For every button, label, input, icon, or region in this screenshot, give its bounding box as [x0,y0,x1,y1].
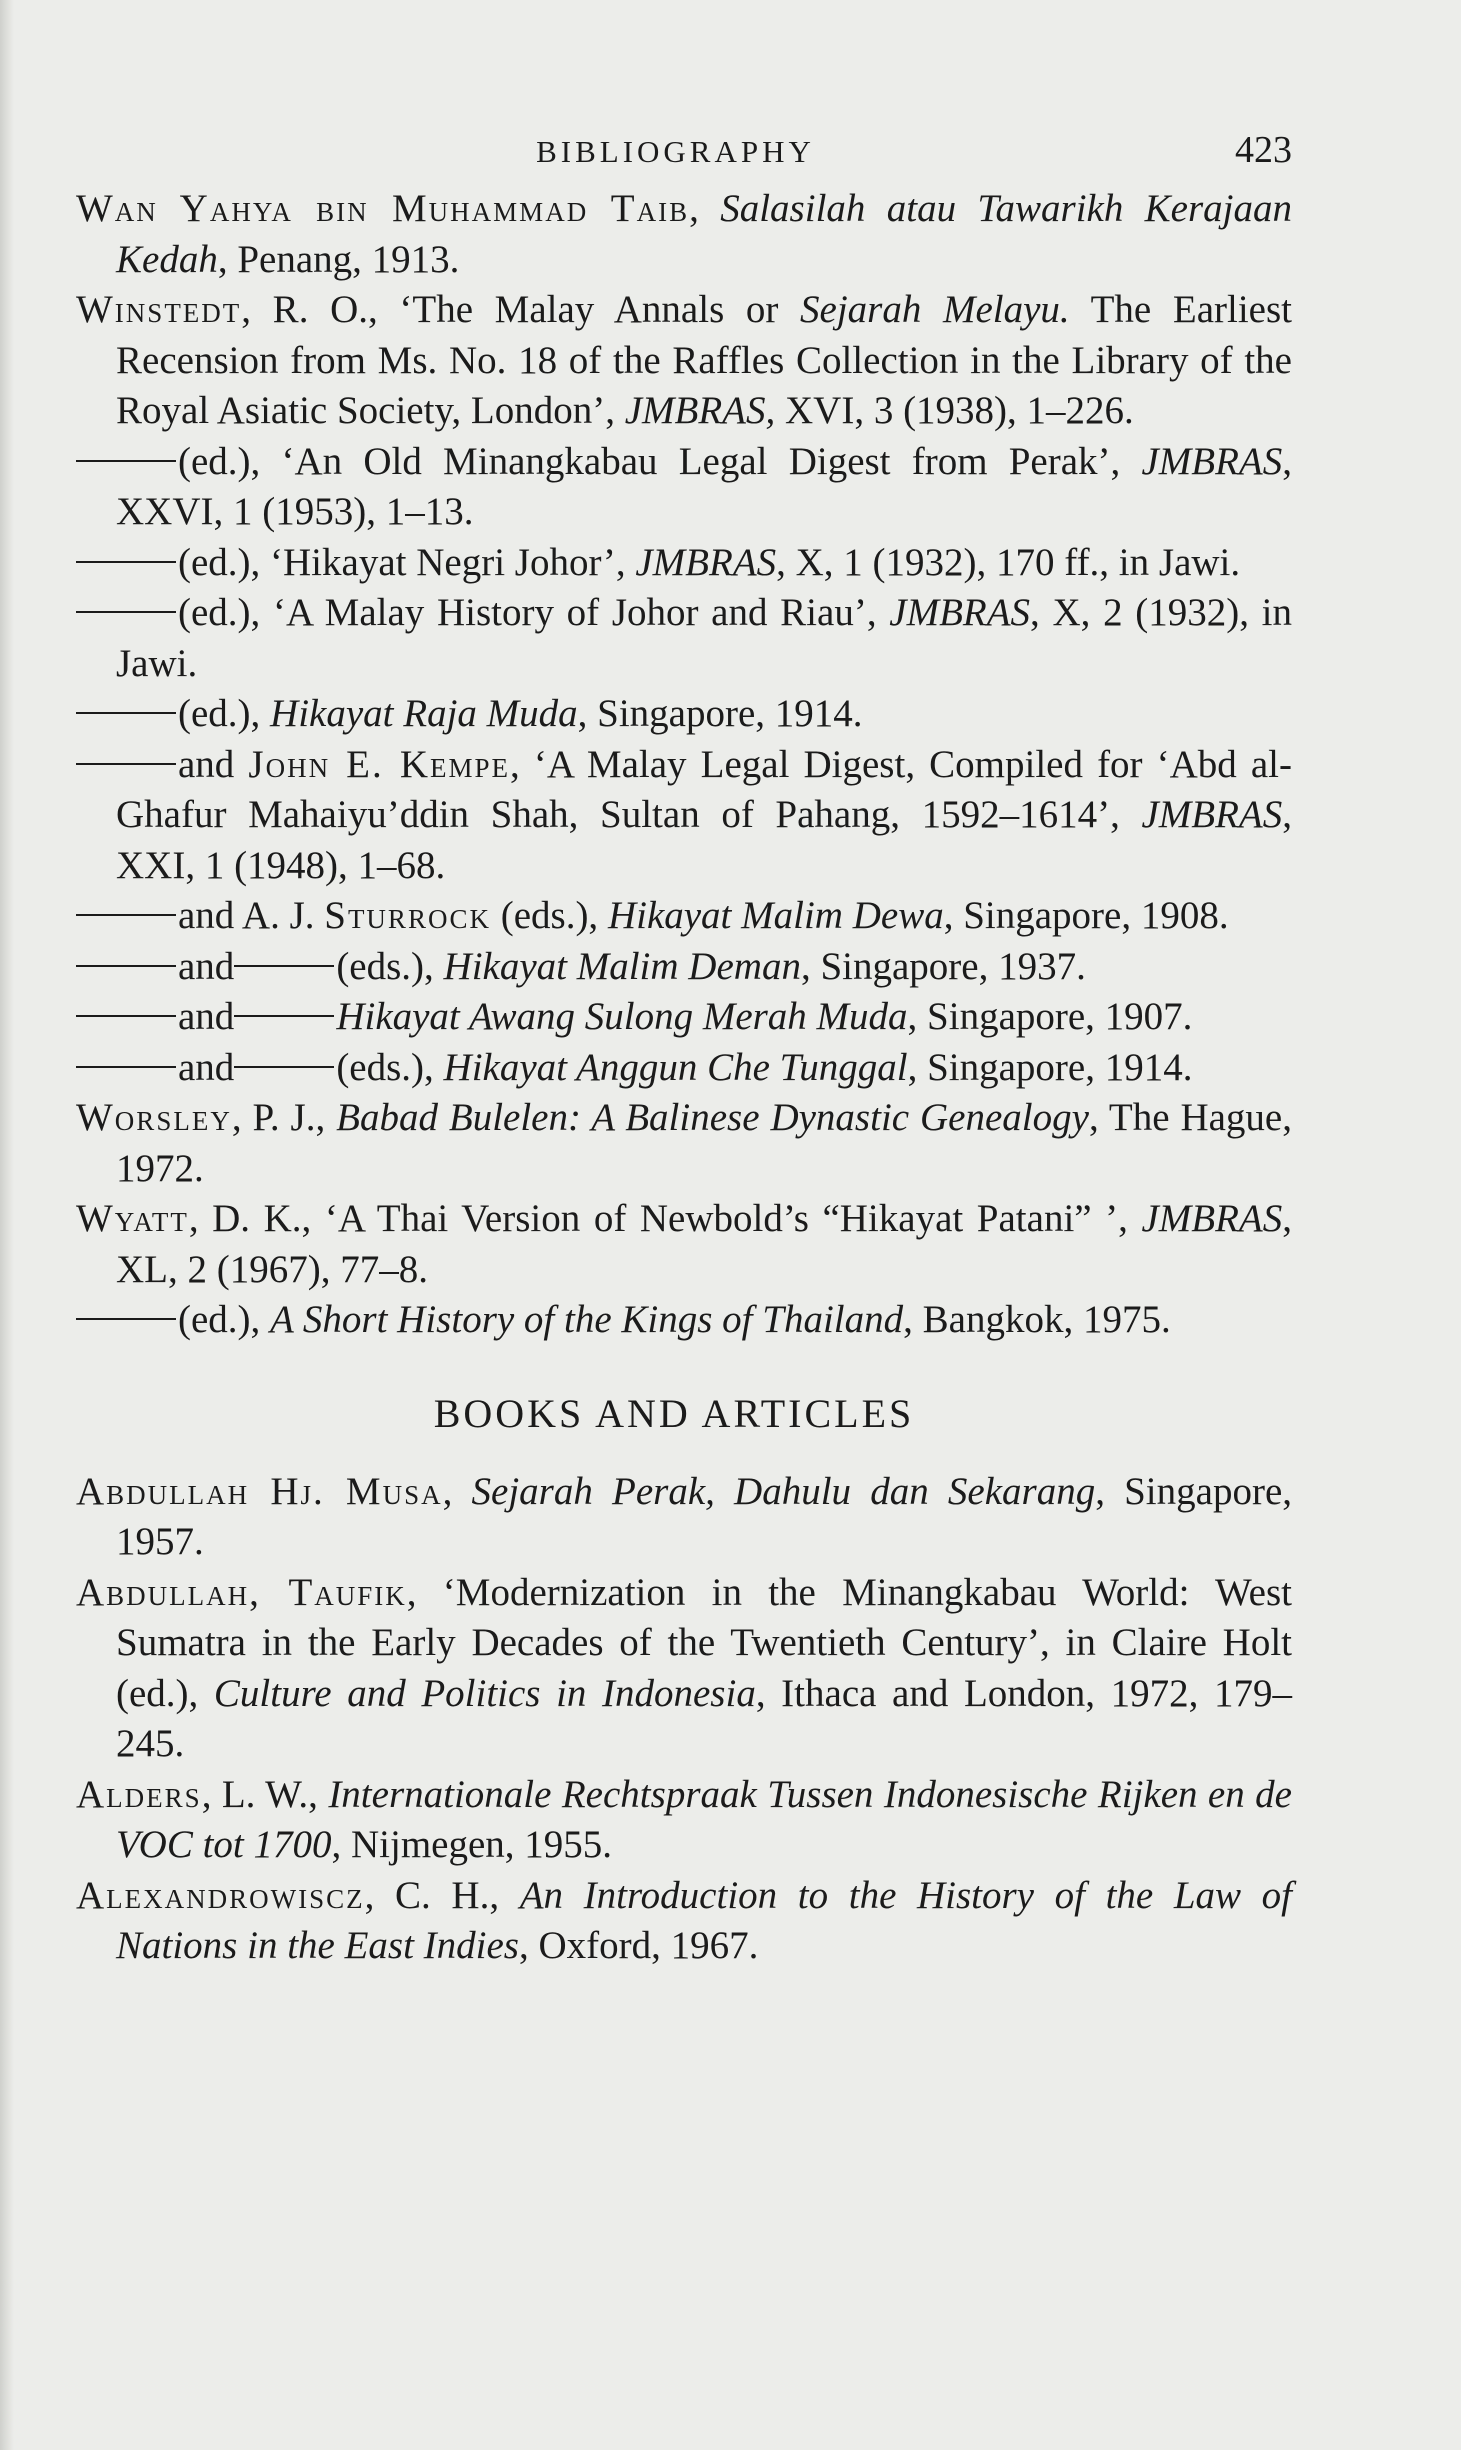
entry-author: Abdullah, Taufik [76,1570,407,1614]
entry-author: Winstedt [76,288,242,331]
entry-author: Wan Yahya bin Muhammad Taib [76,187,690,230]
bibliography-entry [76,992,1292,1043]
entry-text: , D. K., ‘A Thai Version of Newbold’s “Hikayat Patani” ’, [188,1197,1142,1240]
entry-text: (eds.), [490,894,608,937]
entry-text: , X, 1 (1932), 170 ff., in Jawi. [776,540,1241,584]
entry-title: An Introduction to the History of the Law of Nations in the East Indies [116,1873,1292,1967]
entry-text: (ed.), [178,1298,271,1341]
entry-text: (eds.), [336,1045,444,1089]
bibliography-entry [76,184,1292,285]
entry-text: and A. J. [178,894,325,937]
page-gutter-shadow [0,0,14,2450]
repeat-coauthor-dash [234,1015,334,1017]
entry-text: and [178,944,235,988]
entry-title: JMBRAS [889,591,1031,634]
entry-author: Alders [76,1772,202,1816]
entry-author: Alexandrowiscz [76,1873,365,1917]
section-heading: BOOKS AND ARTICLES [433,1390,915,1436]
repeat-author-dash [76,611,176,613]
entry-text: , Singapore, 1907. [907,995,1193,1038]
repeat-author-dash [76,1318,176,1320]
entry-text: , The Hague, 1972. [116,1096,1292,1190]
entry-text: , [689,187,721,230]
bibliography-entry [76,1295,1292,1346]
page-header [76,128,1292,184]
entry-title: Hikayat Anggun Che Tunggal [443,1045,908,1089]
entry-title: Hikayat Awang Sulong Merah Muda [336,995,908,1038]
repeat-coauthor-dash [234,965,334,967]
entry-text: , XL, 2 (1967), 77–8. [116,1197,1292,1291]
entry-text: , Penang, 1913. [217,237,460,281]
bibliography-entry [76,1093,1292,1194]
entry-text: , X, 2 (1932), in Jawi. [116,591,1292,685]
entry-text: and [178,995,235,1038]
entry-text: XVI, 3 (1938), 1–226. [775,389,1134,432]
bibliography-entry [76,437,1292,538]
bibliography-entry [76,689,1292,740]
bibliography-entry [76,538,1292,589]
entry-text: , Oxford, 1967. [519,1924,759,1967]
entry-text: , Bangkok, 1975. [903,1298,1171,1341]
entry-coauthor: John E. Kempe [248,742,510,786]
repeat-author-dash [76,763,176,765]
entry-title: Sejarah Melayu. [800,288,1070,331]
entry-text: and [178,742,249,786]
entry-text: , XXVI, 1 (1953), 1–13. [116,439,1292,533]
entry-text: and [178,1045,235,1089]
entry-text: , Singapore, 1957. [116,1469,1293,1563]
entry-title: Hikayat Malim Dewa [607,894,944,937]
repeat-author-dash [76,1015,176,1017]
entry-text: , L. W., [201,1772,329,1816]
entry-text: , Singapore, 1937. [800,944,1086,988]
entry-title: JMBRAS [1141,439,1283,483]
entry-text: (ed.), ‘A Malay History of Johor and Riau’, [178,591,890,634]
entry-title: JMBRAS [1141,1197,1283,1240]
entry-title: Sejarah Perak, Dahulu dan Sekarang [471,1469,1096,1513]
bibliography-entry [76,1770,1292,1871]
entry-text: , P. J., [231,1096,337,1139]
entry-text: , Singapore, 1914. [907,1045,1193,1089]
repeat-author-dash [76,561,176,563]
page-number: 423 [1235,129,1292,171]
bibliography-entry [76,1194,1292,1295]
entry-text: (ed.), [178,692,271,735]
entry-author: Wyatt [76,1197,189,1240]
entry-author: Abdullah Hj. Musa [76,1469,443,1513]
entry-text: , Singapore, 1908. [943,894,1229,937]
entry-author: Worsley [76,1096,232,1139]
entry-text: , Nijmegen, 1955. [331,1823,613,1866]
entry-title: Hikayat Malim Deman [443,944,801,988]
entry-title: JMBRAS [635,540,777,584]
bibliography-entry [76,1043,1292,1094]
entry-text: , [442,1469,472,1513]
entry-title: JMBRAS [1141,793,1283,836]
bibliography-entry [76,1871,1292,1972]
entry-text: (ed.), ‘An Old Minangkabau Legal Digest from Perak’, [178,439,1142,483]
bibliography-page [76,128,1292,1972]
running-head: BIBLIOGRAPHY [536,134,815,169]
bibliography-entry [76,740,1292,892]
repeat-author-dash [76,712,176,714]
entry-text: , XXI, 1 (1948), 1–68. [116,793,1292,887]
entry-title: Hikayat Raja Muda [270,692,578,735]
repeat-coauthor-dash [234,1066,334,1068]
entry-title: Salasilah atau Tawarikh Kerajaan Kedah [116,187,1292,281]
entry-title: A Short History of the Kings of Thailand [270,1298,904,1341]
repeat-author-dash [76,965,176,967]
bibliography-entry [76,285,1292,437]
entry-title: Culture and Politics in Indonesia [213,1671,756,1715]
entry-title: Babad Bulelen: A Balinese Dynastic Genealogy [336,1096,1089,1139]
entry-text: (eds.), [336,944,444,988]
bibliography-entry [76,1568,1292,1770]
entry-text: , Ithaca and London, 1972, 179–245. [116,1671,1292,1765]
entry-title: JMBRAS, [624,389,776,432]
bibliography-entry [76,891,1292,942]
repeat-author-dash [76,460,176,462]
repeat-author-dash [76,1066,176,1068]
entry-coauthor: Sturrock [324,894,491,937]
entry-text: , ‘Modernization in the Minangkabau World: West Sumatra in the Early Decades of the Twentieth Century’, in Claire Holt (ed.), [116,1570,1292,1715]
entry-text: , ‘A Malay Legal Digest, Compiled for ‘Abd al-Ghafur Mahaiyu’ddin Shah, Sultan of Pahang, 1592–1614’, [116,742,1293,836]
entry-text: , Singapore, 1914. [577,692,863,735]
bibliography-entry [76,1467,1292,1568]
entry-title: Internationale Rechtspraak Tussen Indonesische Rijken en de VOC tot 1700 [116,1772,1292,1866]
entry-text: , R. O., ‘The Malay Annals or [241,288,801,331]
entry-text: (ed.), ‘Hikayat Negri Johor’, [178,540,636,584]
entry-text: , C. H., [364,1873,520,1917]
bibliography-entry [76,942,1292,993]
repeat-author-dash [76,914,176,916]
bibliography-entry [76,588,1292,689]
entry-text: The Earliest Recension from Ms. No. 18 of the Raffles Collection in the Library of the Royal Asiatic Society, London’, [116,288,1292,432]
